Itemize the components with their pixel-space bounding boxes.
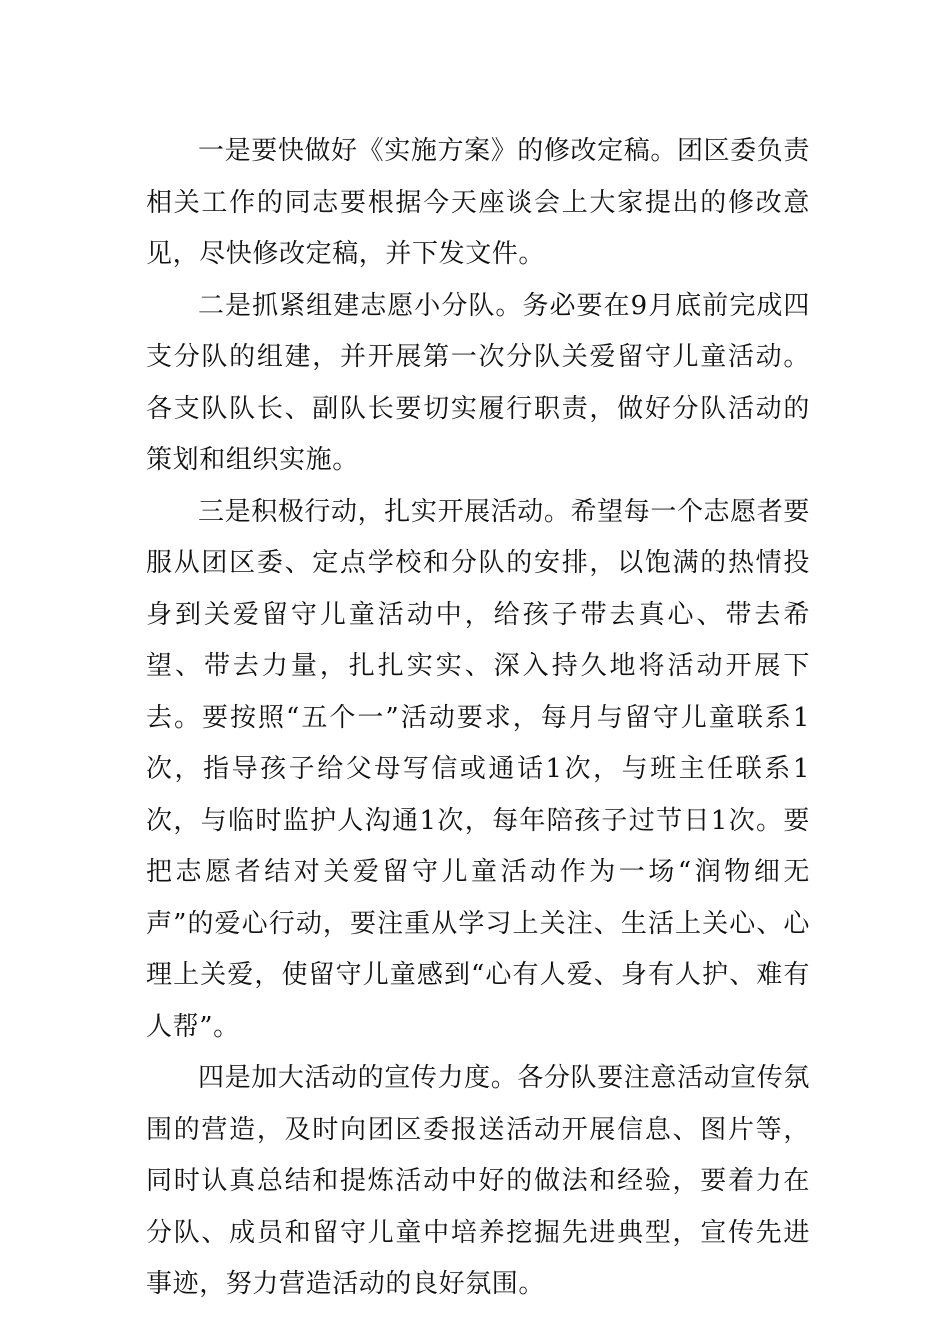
paragraph-3: 三是积极行动，扎实开展活动。希望每一个志愿者要服从团区委、定点学校和分队的安排，以饱满的热情投身到关爱留守儿童活动中，给孩子带去真心、带去希望、带去力量，扎扎实实、深入持久地将活动开展下去。要按照“五个一”活动要求，每月与留守儿童联系1次，指导孩子给父母写信或通话1次，与班主任联系1次，与临时监护人沟通1次，每年陪孩子过节日1次。要把志愿者结对关爱留守儿童活动作为一场“润物细无声”的爱心行动，要注重从学习上关注、生活上关心、心理上关爱，使留守儿童感到“心有人爱、身有人护、难有人帮”。 [146,496,810,1042]
paragraph-4: 四是加大活动的宣传力度。各分队要注意活动宣传氛围的营造，及时向团区委报送活动开展信息、图片等，同时认真总结和提炼活动中好的做法和经验，要着力在分队、成员和留守儿童中培养挖掘先进典型，宣传先进事迹，努力营造活动的良好氛围。 [146,1063,810,1299]
document-body [146,126,810,1311]
paragraph-2: 二是抓紧组建志愿小分队。务必要在9月底前完成四支分队的组建，并开展第一次分队关爱留守儿童活动。各支队队长、副队长要切实履行职责，做好分队活动的策划和组织实施。 [146,290,810,475]
paragraph-1: 一是要快做好《实施方案》的修改定稿。团区委负责相关工作的同志要根据今天座谈会上大家提出的修改意见，尽快修改定稿，并下发文件。 [146,136,810,269]
